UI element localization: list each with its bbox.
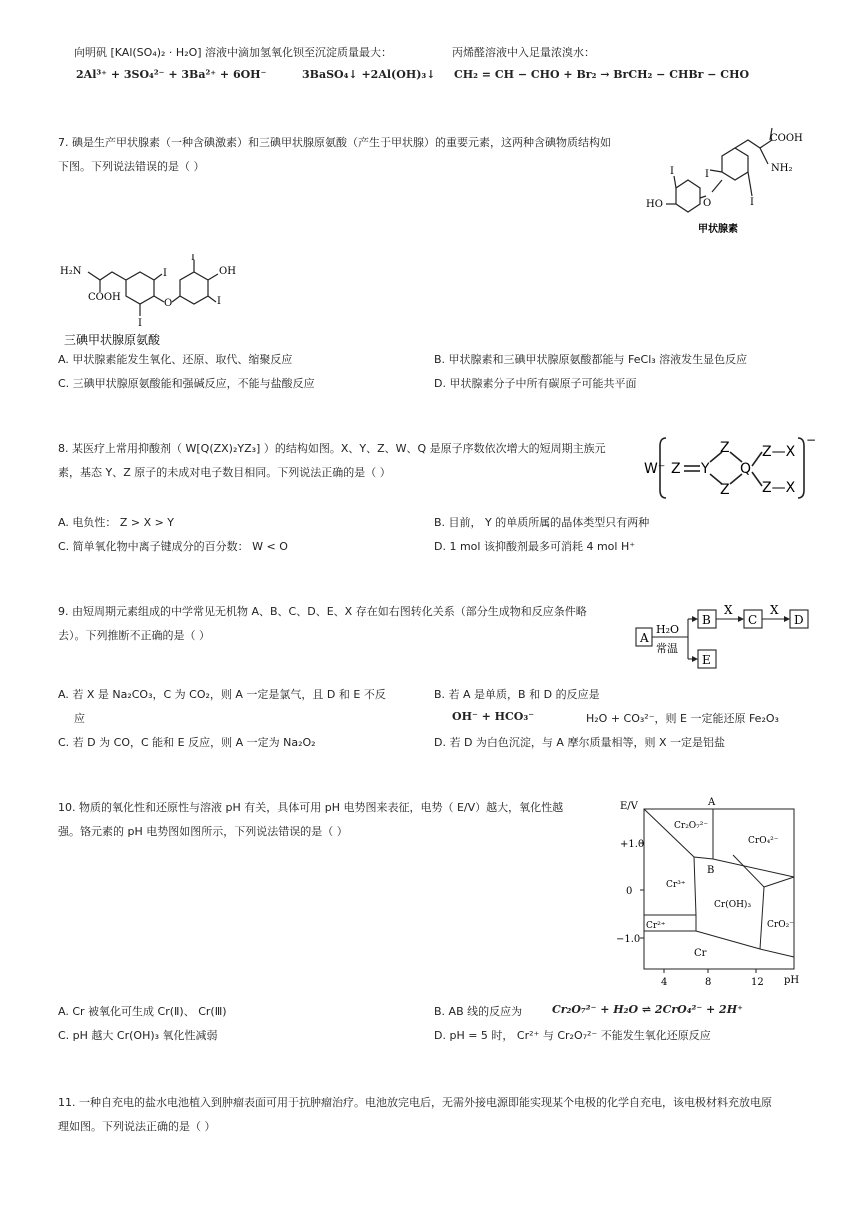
q10-option-a: A. Cr 被氧化可生成 Cr(Ⅱ)、 Cr(Ⅲ) bbox=[58, 1005, 227, 1018]
q8-structure bbox=[644, 432, 816, 504]
q8-option-a: A. 电负性： Z > X > Y bbox=[58, 516, 175, 529]
q9-option-c: C. 若 D 为 CO，C 能和 E 反应，则 A 一定为 Na₂O₂ bbox=[58, 736, 316, 749]
t3-oxygen: O bbox=[164, 298, 173, 309]
q9-transformation-diagram bbox=[632, 600, 816, 676]
thyroxine-iodine-3: I bbox=[670, 166, 674, 177]
q9-option-a-line2: 应 bbox=[74, 712, 85, 725]
thyroxine-label: 甲状腺素 bbox=[698, 224, 738, 235]
q10-option-c: C. pH 越大 Cr(OH)₃ 氧化性减弱 bbox=[58, 1029, 218, 1042]
q8-q: Q bbox=[740, 461, 752, 477]
q8-option-d: D. 1 mol 该抑酸剂最多可消耗 4 mol H⁺ bbox=[434, 540, 636, 553]
x-tick-12: 12 bbox=[751, 977, 764, 988]
t3-iodine-3: I bbox=[138, 318, 142, 329]
t3-iodine-1: I bbox=[163, 268, 167, 279]
q9-option-d: D. 若 D 为白色沉淀，与 A 摩尔质量相等，则 X 一定是铝盐 bbox=[434, 736, 725, 749]
x-tick-4: 4 bbox=[661, 977, 668, 988]
t3-cooh: COOH bbox=[88, 292, 121, 303]
thyroxine-nh2: NH₂ bbox=[771, 163, 793, 174]
top-right-eq: CH₂ = CH − CHO + Br₂ → BrCH₂ − CHBr − CHO bbox=[454, 68, 750, 81]
x-tick-8: 8 bbox=[705, 977, 712, 988]
region-cro2: CrO₂⁻ bbox=[767, 920, 794, 930]
q8-option-c: C. 简单氧化物中离子键成分的百分数： W < O bbox=[58, 540, 288, 553]
q8-option-b: B. 目前， Y 的单质所属的晶体类型只有两种 bbox=[434, 516, 650, 529]
region-croh3: Cr(OH)₃ bbox=[714, 900, 752, 910]
q11-stem-line2: 理如图。下列说法正确的是（ ） bbox=[58, 1120, 216, 1133]
t3-label: 三碘甲状腺原氨酸 bbox=[64, 333, 161, 347]
t3-iodine-4: I bbox=[217, 296, 221, 307]
q7-option-c: C. 三碘甲状腺原氨酸能和强碱反应，不能与盐酸反应 bbox=[58, 377, 315, 390]
q8-z-top: Z bbox=[720, 440, 730, 456]
thyroxine-iodine-1: I bbox=[705, 169, 709, 180]
thyroxine-structure bbox=[640, 124, 815, 239]
t3-h2n: H₂N bbox=[60, 266, 82, 277]
region-cr2o7: Cr₂O₇²⁻ bbox=[674, 821, 709, 831]
q9-box-a: A bbox=[640, 631, 649, 645]
q9-cond-bottom: 常温 bbox=[656, 642, 678, 655]
q9-box-c: C bbox=[748, 613, 758, 627]
boundary-cr2o7-cr3 bbox=[644, 809, 694, 857]
top-left-eq-reactants: 2Al³⁺ + 3SO₄²⁻ + 3Ba²⁺ + 6OH⁻ bbox=[76, 68, 267, 81]
q9-option-b-eq-left: OH⁻ + HCO₃⁻ bbox=[452, 710, 535, 723]
q7-stem-line2: 下图。下列说法错误的是（ ） bbox=[58, 160, 205, 173]
q9-box-d: D bbox=[794, 613, 804, 627]
top-left-eq-products: 3BaSO₄↓ +2Al(OH)₃↓ bbox=[302, 68, 436, 81]
q8-zx-top: Z—X bbox=[762, 444, 796, 460]
y-axis-label: E/V bbox=[620, 801, 638, 812]
y-tick-minus1: −1.0 bbox=[616, 934, 641, 945]
q8-stem-line2: 素，基态 Y、Z 原子的未成对电子数目相同。下列说法正确的是（ ） bbox=[58, 466, 391, 479]
x-axis-label: pH bbox=[784, 975, 800, 986]
t3-iodine-2: I bbox=[191, 254, 195, 263]
q10-option-b-label: B. AB 线的反应为 bbox=[434, 1005, 523, 1018]
q9-stem-line1: 9. 由短周期元素组成的中学常见无机物 A、B、C、D、E、X 存在如右图转化关系（部分生成物和反应条件略 bbox=[58, 605, 587, 618]
region-cr2: Cr²⁺ bbox=[646, 921, 666, 931]
thyroxine-iodine-2: I bbox=[750, 197, 754, 208]
q8-stem-line1: 8. 某医疗上常用抑酸剂（ W[Q(ZX)₂YZ₃] ）的结构如图。X、Y、Z、W、Q 是原子序数依次增大的短周期主族元 bbox=[58, 442, 606, 455]
q7-option-b: B. 甲状腺素和三碘甲状腺原氨酸都能与 FeCl₃ 溶液发生显色反应 bbox=[434, 353, 748, 366]
region-cro4: CrO₄²⁻ bbox=[748, 836, 779, 846]
y-tick-plus1: +1.0 bbox=[620, 839, 645, 850]
q9-option-a-line1: A. 若 X 是 Na₂CO₃，C 为 CO₂，则 A 一定是氯气，且 D 和 E 不反 bbox=[58, 688, 386, 701]
q8-zx-bottom: Z—X bbox=[762, 480, 796, 496]
point-label-a: A bbox=[708, 797, 716, 808]
thyroxine-oxygen: O bbox=[703, 198, 712, 209]
thyroxine-cooh: COOH bbox=[770, 133, 803, 144]
q10-stem-line2: 强。铬元素的 pH 电势图如图所示，下列说法错误的是（ ） bbox=[58, 825, 348, 838]
q9-cond-top: H₂O bbox=[656, 623, 680, 636]
q7-option-d: D. 甲状腺素分子中所有碳原子可能共平面 bbox=[434, 377, 637, 390]
triiodothyronine-structure bbox=[56, 254, 246, 350]
q9-box-b: B bbox=[702, 613, 711, 627]
point-label-b: B bbox=[707, 865, 715, 876]
q7-option-a: A. 甲状腺素能发生氧化、还原、取代、缩聚反应 bbox=[58, 353, 293, 366]
q9-option-b-eq-right: H₂O + CO₃²⁻，则 E 一定能还原 Fe₂O₃ bbox=[586, 712, 779, 725]
region-cr3: Cr³⁺ bbox=[666, 880, 686, 890]
q11-stem-line1: 11. 一种自充电的盐水电池植入到肿瘤表面可用于抗肿瘤治疗。电池放完电后，无需外接电源即能实现某个电极的化学自充电，该电极材料充放电原 bbox=[58, 1096, 772, 1109]
q8-z-bottom: Z bbox=[720, 482, 730, 498]
boundary-cr3-croh3 bbox=[694, 857, 696, 915]
thyroxine-ho: HO bbox=[646, 199, 663, 210]
q9-arrow-x1: X bbox=[724, 603, 733, 617]
q8-w-ion: W⁻ bbox=[644, 461, 666, 477]
q9-option-b-line1: B. 若 A 是单质，B 和 D 的反应是 bbox=[434, 688, 600, 701]
region-cr: Cr bbox=[694, 948, 707, 959]
q8-charge: − bbox=[806, 433, 816, 447]
q10-option-d: D. pH = 5 时， Cr²⁺ 与 Cr₂O₇²⁻ 不能发生氧化还原反应 bbox=[434, 1029, 711, 1042]
t3-oh: OH bbox=[219, 266, 236, 277]
top-left-text: 向明矾 [KAl(SO₄)₂ · H₂O] 溶液中滴加氢氧化钡至沉淀质量最大： bbox=[74, 46, 393, 59]
boundary-croh3-cro4 bbox=[733, 855, 764, 887]
q10-option-b-eq: Cr₂O₇²⁻ + H₂O ⇌ 2CrO₄²⁻ + 2H⁺ bbox=[552, 1003, 743, 1016]
y-tick-0: 0 bbox=[626, 886, 633, 897]
chromium-ph-potential-diagram bbox=[610, 795, 810, 991]
q9-arrow-x2: X bbox=[770, 603, 779, 617]
top-right-text: 丙烯醛溶液中入足量浓溴水： bbox=[452, 46, 595, 59]
q8-z-left: Z bbox=[671, 461, 681, 477]
q10-stem-line1: 10. 物质的氧化性和还原性与溶液 pH 有关，具体可用 pH 电势图来表征，电势（ E/V）越大，氧化性越 bbox=[58, 801, 564, 814]
q9-box-e: E bbox=[702, 653, 711, 667]
q7-stem-line1: 7. 碘是生产甲状腺素（一种含碘激素）和三碘甲状腺原氨酸（产生于甲状腺）的重要元素，这两种含碘物质结构如 bbox=[58, 136, 611, 149]
q8-y: Y bbox=[701, 461, 710, 477]
q9-stem-line2: 去）。下列推断不正确的是（ ） bbox=[58, 629, 210, 642]
